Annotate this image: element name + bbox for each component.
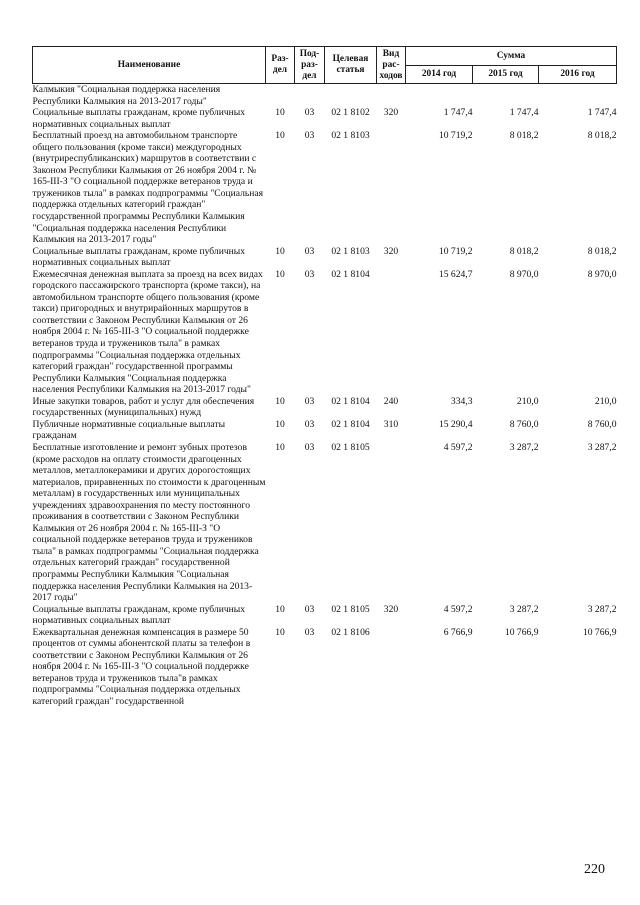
table-row: [33, 419, 617, 442]
budget-table: [32, 46, 617, 708]
row-podrazdel: 03: [304, 130, 315, 142]
row-2015: 10 766,9: [504, 626, 539, 638]
row-razdel: [266, 84, 295, 108]
row-podrazdel: 03: [304, 626, 315, 638]
row-razdel: 10: [275, 418, 285, 430]
row-vid: [377, 84, 406, 108]
row-2015: 210,0: [516, 395, 539, 407]
col-header-razdel: Раз- дел: [266, 47, 295, 84]
row-vid: 320: [383, 107, 399, 119]
page-number: 220: [584, 862, 605, 877]
row-name: Социальные выплаты гражданам, кроме публичных нормативных социальных выплат: [32, 603, 246, 627]
row-razdel: 10: [275, 626, 285, 638]
row-2015: 8 970,0: [509, 268, 539, 280]
col-header-name: Наименование: [33, 47, 266, 84]
row-target: 02 1 8102: [331, 107, 370, 119]
row-razdel: 10: [275, 268, 285, 280]
row-name: Ежемесячная денежная выплата за проезд на всех видах городского пассажирского транспорта (кроме такси), на автомобильном транспорте общего пользования (кроме такси) пригородных и внутрирайонных маршрутов в соответствии с Законом Республики Калмыкия от 26 ноября 2004 г. № 165-III-З "О социальной поддержке ветеранов труда и тружеников тыла" в рамках подпрограммы "Социальная поддержка отдельных категорий граждан" государственной программы Республики Калмыкия "Социальная поддержка населения Республики Калмыкия на 2013-2017 годы": [32, 268, 263, 396]
row-2015: 1 747,4: [509, 107, 539, 119]
row-name: Бесплатный проезд на автомобильном транспорте общего пользования (кроме такси) междугородных (внутриреспубликанских) маршрутов в соответствии с Законом Республики Калмыкия от 26 ноября 2004 г. № 165-III-З "О социальной поддержке ветеранов труда и тружеников тыла" в рамках подпрограммы "Социальная поддержка отдельных категорий граждан" государственной программы Республики Калмыкия "Социальная поддержка населения Республики Калмыкия на 2013-2017 годы": [32, 130, 264, 246]
row-2016: 1 747,4: [587, 107, 617, 119]
row-name: Иные закупки товаров, работ и услуг для обеспечения государственных (муниципальных) нужд: [32, 395, 255, 419]
row-vid: 320: [383, 603, 399, 615]
row-2016: 8 018,2: [587, 245, 617, 257]
row-2015: 3 287,2: [509, 603, 539, 615]
col-header-vid: Вид рас- ходов: [377, 47, 406, 84]
row-2014: 10 719,2: [438, 245, 473, 257]
table-row: [33, 246, 617, 269]
row-podrazdel: 03: [304, 603, 315, 615]
row-vid: 310: [383, 418, 399, 430]
row-podrazdel: [295, 84, 325, 108]
row-2014: 6 766,9: [443, 626, 473, 638]
row-razdel: 10: [275, 603, 285, 615]
row-podrazdel: 03: [304, 395, 315, 407]
row-2016: [539, 84, 617, 108]
row-2014: 334,3: [450, 395, 473, 407]
row-name: Социальные выплаты гражданам, кроме публичных нормативных социальных выплат: [32, 245, 246, 269]
row-target: 02 1 8103: [331, 245, 370, 257]
table-row: [33, 269, 617, 396]
row-razdel: 10: [275, 245, 285, 257]
row-2015: 8 018,2: [509, 130, 539, 142]
row-vid: [377, 130, 406, 245]
row-name: Бесплатные изготовление и ремонт зубных протезов (кроме расходов на оплату стоимости драгоценных металлов, металлокерамики и других дорогостоящих материалов, приравненных по стоимости к драгоценным металлам) в государственных или муниципальных учреждениях здравоохранения по месту постоянного проживания в соответствии с Законом Республики Калмыкия от 26 ноября 2004 г. № 165-III-З "О социальной поддержке ветеранов труда и тружеников тыла" в рамках подпрограммы "Социальная поддержка отдельных категорий граждан" государственной программы Республики Калмыкия "Социальная поддержка населения Республики Калмыкия на 2013-2017 годы": [32, 441, 266, 604]
row-target: [325, 84, 377, 108]
row-2016: 210,0: [594, 395, 617, 407]
row-2016: 3 287,2: [587, 603, 617, 615]
row-vid: [377, 269, 406, 396]
table-row: [33, 84, 617, 108]
row-podrazdel: 03: [304, 441, 315, 453]
row-2016: 3 287,2: [587, 441, 617, 453]
row-target: 02 1 8103: [331, 130, 370, 142]
row-razdel: 10: [275, 130, 285, 142]
row-2014: 15 624,7: [438, 268, 473, 280]
row-name: Ежеквартальная денежная компенсация в размере 50 процентов от суммы абонентской платы за телефон в соответствии с Законом Республики Калмыкия от 26 ноября 2004 г. № 165-III-З "О социальной поддержке ветеранов труда и тружеников тыла"в рамках подпрограммы "Социальная поддержка отдельных категорий граждан" государственной: [32, 626, 251, 707]
table-row: [33, 107, 617, 130]
row-2016: 8 018,2: [587, 130, 617, 142]
row-2014: 10 719,2: [438, 130, 473, 142]
table-row: [33, 130, 617, 245]
row-target: 02 1 8104: [331, 418, 370, 430]
row-2016: 8 970,0: [587, 268, 617, 280]
table-row: [33, 442, 617, 604]
row-2014: 4 597,2: [443, 603, 473, 615]
row-2015: 8 760,0: [509, 418, 539, 430]
row-name: Публичные нормативные социальные выплаты гражданам: [32, 418, 226, 442]
row-target: 02 1 8104: [331, 395, 370, 407]
row-vid: [377, 442, 406, 604]
row-2015: [473, 84, 539, 108]
row-2015: 8 018,2: [509, 245, 539, 257]
row-podrazdel: 03: [304, 418, 315, 430]
row-2014: 4 597,2: [443, 441, 473, 453]
row-target: 02 1 8104: [331, 268, 370, 280]
row-vid: 320: [383, 245, 399, 257]
col-header-2016: 2016 год: [539, 66, 617, 84]
col-header-2014: 2014 год: [406, 66, 473, 84]
row-2014: 1 747,4: [443, 107, 473, 119]
col-header-target: Целевая статья: [325, 47, 377, 84]
row-2016: 10 766,9: [582, 626, 617, 638]
row-razdel: 10: [275, 441, 285, 453]
row-name: Калмыкия "Социальная поддержка населения Республики Калмыкия на 2013-2017 годы": [32, 84, 221, 107]
row-podrazdel: 03: [304, 107, 315, 119]
row-target: 02 1 8105: [331, 441, 370, 453]
col-header-podrazdel: Под- раз- дел: [295, 47, 325, 84]
table-row: [33, 396, 617, 419]
row-2016: 8 760,0: [587, 418, 617, 430]
row-2014: [406, 84, 473, 108]
row-name: Социальные выплаты гражданам, кроме публичных нормативных социальных выплат: [32, 107, 246, 130]
row-podrazdel: 03: [304, 268, 315, 280]
row-razdel: 10: [275, 395, 285, 407]
row-2014: 15 290,4: [438, 418, 473, 430]
row-vid: [377, 627, 406, 708]
row-vid: 240: [383, 395, 399, 407]
row-target: 02 1 8105: [331, 603, 370, 615]
table-row: [33, 627, 617, 708]
col-header-2015: 2015 год: [473, 66, 539, 84]
row-target: 02 1 8106: [331, 626, 370, 638]
table-row: [33, 604, 617, 627]
row-podrazdel: 03: [304, 245, 315, 257]
row-2015: 3 287,2: [509, 441, 539, 453]
col-header-sum: Сумма: [406, 47, 617, 66]
row-razdel: 10: [275, 107, 285, 119]
